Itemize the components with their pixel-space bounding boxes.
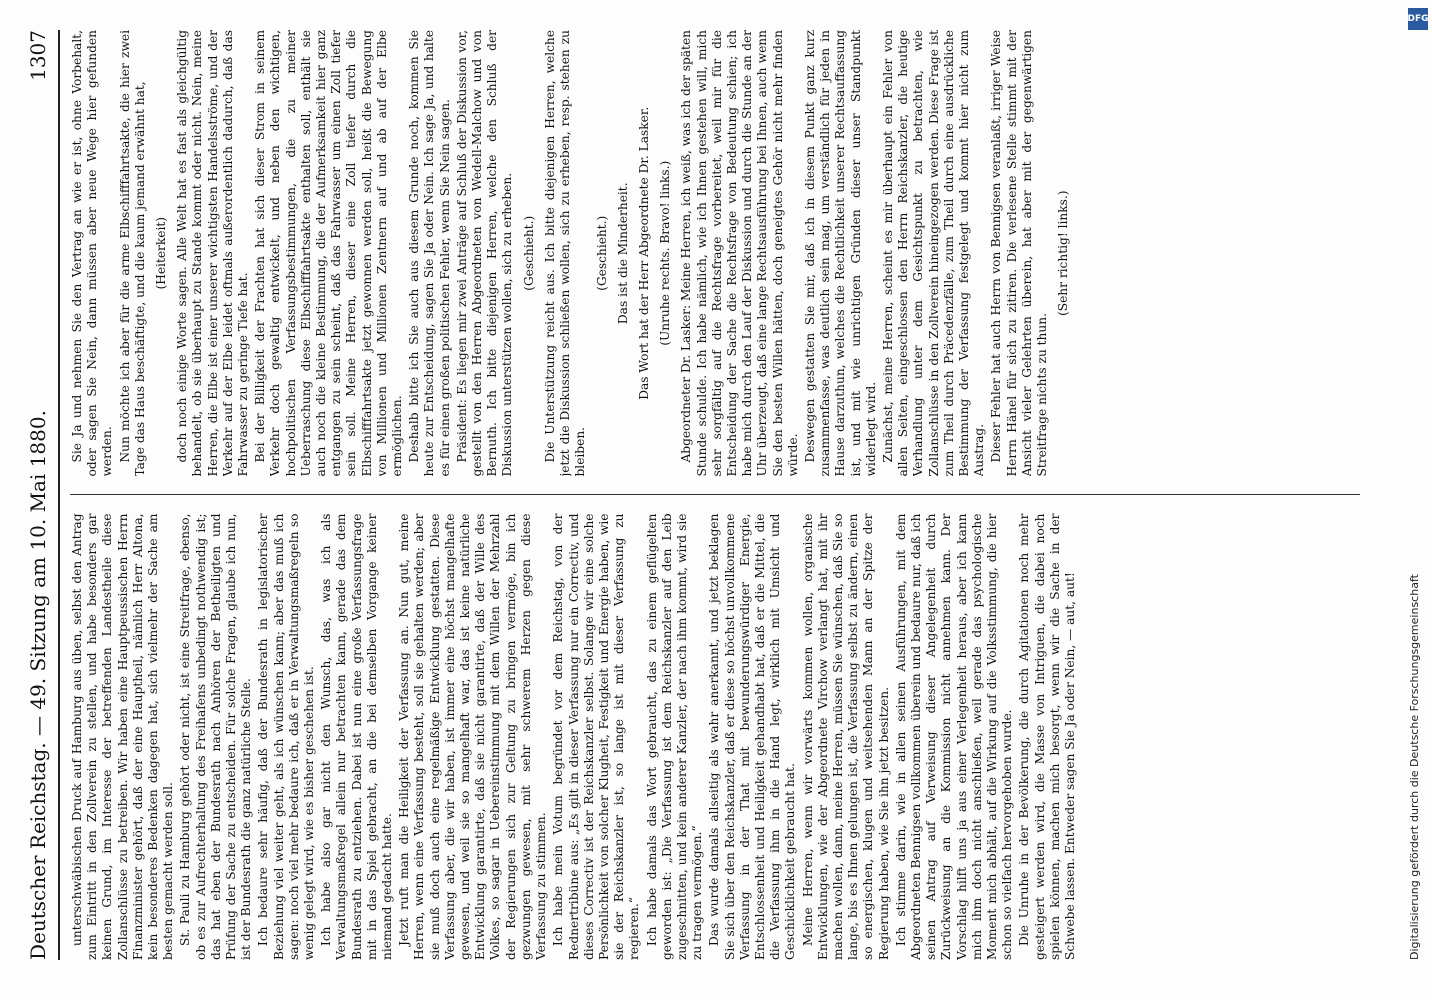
right-column [70,30,1360,477]
paragraph: Die Unruhe in der Bevölkerung, die durch Agitationen noch mehr gesteigert werden wird, die Masse von Intriguen, die dabei noch spielen können, machen mich besorgt, wenn wir die Sache in der Schwebe lassen. Entweder sagen Sie Ja oder Nein, — aut, aut! [1017,513,1077,960]
paragraph: Das Wort hat der Herr Abgeordnete Dr. Lasker. [636,106,651,400]
page-number: 1307 [26,30,50,81]
left-column [70,514,1360,961]
dfg-logo: DFG [1408,8,1428,30]
paragraph: (Sehr richtig! links.) [1056,190,1071,317]
paragraph: Das ist die Minderheit. [615,182,630,325]
digitization-note [1408,40,1430,960]
paragraph: doch noch einige Worte sagen. Alle Welt hat es fast als gleichgültig behandelt, ob sie überhaupt zu Stande kommt oder nicht. Nein, meine Herren, die Elbe ist einer unserer wichtigsten Handelsströme, und der Verkehr auf der Elbe leidet oftmals außerordentlich dadurch, daß das Fahrwasser zu geringe Tiefe hat. [175,30,251,477]
paragraph: Ich habe also gar nicht den Wunsch, das, was ich als Verwaltungsmaßregel allein nur betrachten kann, gerade das dem Bundesrath zu entziehen. Dabei ist nun eine große Verfassungsfrage mit in das Spiel gebracht, an die bei demselben Vorgange keiner niemand gedacht hatte. [319,513,395,960]
paragraph: Meine Herren, wenn wir vorwärts kommen wollen, organische Entwicklungen, wie der Abgeordnete Virchow verlangt hat, mit ihr machen wollen, dann, meine Herren, müssen Sie wünschen, daß Sie so lange, bis es Ihnen gelungen ist, die Verfassung selbst zu ändern, einen so energischen, klugen und weitsehenden Mann an der Spitze der Regierung haben, wie Sie ihn jetzt besitzen. [800,513,891,960]
paragraph: Präsident: Es liegen mir zwei Anträge auf Schluß der Diskussion vor, gestellt von den Herren Abgeordneten von Wedell-Malchow und von Bernuth. Ich bitte diejenigen Herren, welche den Schluß der Diskussion unterstützen wollen, sich zu erheben. [454,30,515,477]
running-head: Deutscher Reichstag. — 49. Sitzung am 10. Mai 1880. [26,410,50,960]
paragraph: Das wurde damals allseitig als wahr anerkannt, und jetzt beklagen Sie sich über den Reichskanzler, daß er diese so höchst unvollkommene Verfassung in der That mit bewunderungswürdiger Energie, Entschlossenheit und Heiligkeit gehandhabt hat, daß er die Mittel, die die Verfassung ihm in die Hand legt, wirklich mit Umsicht und Geschicklichkeit gebraucht hat. [707,513,798,960]
paragraph: St. Pauli zu Hamburg gehört oder nicht, ist eine Streitfrage, ebenso, ob es zur Aufrechterhaltung des Freihafens unbedingt nothwendig ist; das hat eben der Bundesrath nach Anhören der Betheiligten und Prüfung der Sache zu entscheiden. Für solche Fragen, glaube ich nun, ist der Bundesrath die ganz natürliche Stelle. [178,513,254,960]
column-rule [70,495,1360,496]
paragraph: Ich habe mein Votum begründet vor dem Reichstag, von der Rednertribüne aus: „Es gilt in dieser Verfassung nur ein Correctiv, und dieses Correctiv ist der Reichskanzler selbst. Solange wir eine solche Persönlichkeit von solcher Klugheit, Festigkeit und Energie haben, wie sie der Reichskanzler ist, so lange ist mit dieser Verfassung zu regieren.“ [551,513,642,960]
paragraph: unterschwäbischen Druck auf Hamburg aus üben, selbst den Antrag zum Eintritt in den Zollverein zu stellen, und habe besonders gar keinen Grund, im Interesse der betreffenden Landestheile diese Zollanschlüsse zu betreiben. Wir haben eine Hauptpeussischen Herrn Finanzminister gehört, daß der eine Hauptheil, nämlich Herr Altona, kein besonderes Bedenken dagegen hat, sich vielmehr der Sache am besten gemacht werden soll. [70,513,176,960]
paragraph: Ich bedaure sehr häufig, daß der Bundesrath in legislatorischer Beziehung viel weiter geht, als ich wünschen kann; aber das muß ich sagen: noch viel mehr bedaure ich, daß er in Verwaltungsmaßregeln so wenig gelegt wird, wie es bisher geschehen ist. [256,513,317,960]
paragraph: Zunächst, meine Herren, scheint es mir überhaupt ein Fehler von allen Seiten, eingeschlossen den Herrn Reichskanzler, die heutige Verhandlung unter dem Gesichtspunkt zu betrachten, wie Zollanschlüsse in den Zollverein hineingezogen werden. Diese Frage ist zum Theil durch Präcedenzfälle, zum Theil durch eine ausdrückliche Bestimmung der Verfassung festgelegt und kommt hier nicht zum Austrag. [880,30,987,477]
text-columns [70,30,1360,960]
paragraph: Jetzt ruft man die Heiligkeit der Verfassung an. Nun gut, meine Herren, wenn eine Verfassung besteht, soll sie gehalten werden; aber sie muß doch auch eine regelmäßige Entwicklung gestatten. Diese Verfassung aber, die wir haben, ist immer eine höchst mangelhafte gewesen, und weil sie so mangelhaft war, das ist keine natürliche Entwicklung garantirte, daß sie nicht garantirte, daß der Wille des Volkes, so sagar in Uebereinstimmung mit dem Willen der Mehrzahl der Regierungen sich zur Geltung zu bringen vermöge, bin ich gezwungen gewesen, mit sehr schwerem Herzen gegen diese Verfassung zu stimmen. [397,513,549,960]
paragraph: Sie Ja und nehmen Sie den Vertrag an wie er ist, ohne Vorbehalt, oder sagen Sie Nein, dann müssen aber neue Wege hier gefunden werden. [70,30,115,477]
paragraph: (Heiterkeit) [154,216,169,290]
digitization-note-text: Digitalisierung gefördert durch die Deutsche Forschungsgemeinschaft [1408,574,1421,960]
paragraph: Deshalb bitte ich Sie auch aus diesem Grunde noch, kommen Sie heute zur Entscheidung, sagen Sie Ja oder Nein. Ich sage Ja, und halte es für einen großen politischen Fehler, wenn Sie Nein sagen. [407,30,452,477]
paragraph: Deswegen gestatten Sie mir, daß ich in diesem Punkt ganz kurz zusammenfasse, was deutlich sein mag, um verständlich für jeden in Hause darzuthun, welches die Rechtlichkeit unserer Rechtsauffassung ist, und mit wie unrichtigen Gründen dieser unser Standpunkt widerlegt wird. [802,30,878,477]
paragraph: Ich habe damals das Wort gebraucht, das zu einem geflügelten geworden ist: „Die Verfassung ist dem Reichskanzler auf den Leib zugeschnitten, und kein anderer Kanzler, der nach ihm kommt, wird sie zu tragen vermögen.“ [644,513,705,960]
paragraph: (Unruhe rechts. Bravo! links.) [658,160,673,346]
paragraph: Bei der Billigkeit der Frachten hat sich dieser Strom in seinem Verkehr doch gewaltig entwickelt, und neben den wichtigen, hochpolitischen Verfassungsbestimmungen, die zu meiner Ueberraschung diese Elbschifffahrtsakte enthalten soll, enthält sie auch noch die kleine Bestimmung, die der Aufmerksamkeit hier ganz entgangen zu sein scheint, daß das Fahrwasser um einen Zoll tiefer sein soll. Meine Herren, dieser eine Zoll tiefer durch die Elbschifffahrtsakte jetzt gewonnen werden soll, heißt die Bewegung von Millionen und Millionen Zentnern auf und ab auf der Elbe ermöglichen. [253,30,405,477]
paragraph: (Geschieht.) [594,215,609,291]
paragraph: Abgeordneter Dr. Lasker: Meine Herren, ich weiß, was ich der späten Stunde schulde. Ich habe nämlich, wie ich Ihnen gestehen will, mich sehr sorgfältig auf die Rechtsfrage vorbereitet, weil mir für die Entscheidung der Sache die Rechtsfrage von Bedeutung schien; ich habe mich durch den Lauf der Diskussion und durch die Stunde an der Uhr überzeugt, daß eine lange Rechtsausführung bei Ihnen, auch wenn Sie den besten Willen hätten, doch geneigtes Gehör nicht mehr finden würde. [679,30,800,477]
paragraph: Nun möchte ich aber für die arme Elbschifffahrtsakte, die hier zwei Tage das Haus beschäftigte, und die kaum jemand erwähnt hat, [117,30,147,477]
paragraph: Dieser Fehler hat auch Herrn von Bennigsen veranlaßt, irriger Weise Herrn Hänel für sich zu zitiren. Die verlesene Stelle stimmt mit der Ansicht vieler Gelehrten überein, hat aber mit der gegenwärtigen Streitfrage nichts zu thun. [989,30,1049,477]
page-header [18,30,60,960]
paragraph: Ich stimme darin, wie in allen seinen Ausführungen, mit dem Abgeordneten Bennigsen vollkommen überein und bedaure nur, daß ich seinen Antrag auf Verweisung dieser Angelegenheit durch Zurückweisung an die Kommission nicht annehmen kann. Der Vorschlag hilft uns ja aus einer Verlegenheit heraus, aber ich kann mich ihm doch nicht anschließen, weil gerade das psychologische Moment mich abhält, auf die Wirkung auf die Volksstimmung, die hier schon so vielfach hervorgehoben wurde. [893,513,1015,960]
paragraph: Die Unterstützung reicht aus. Ich bitte diejenigen Herren, welche jetzt die Diskussion schließen wollen, sich zu erheben, resp. stehen zu bleiben. [542,30,588,477]
paragraph: (Geschieht.) [521,215,536,291]
